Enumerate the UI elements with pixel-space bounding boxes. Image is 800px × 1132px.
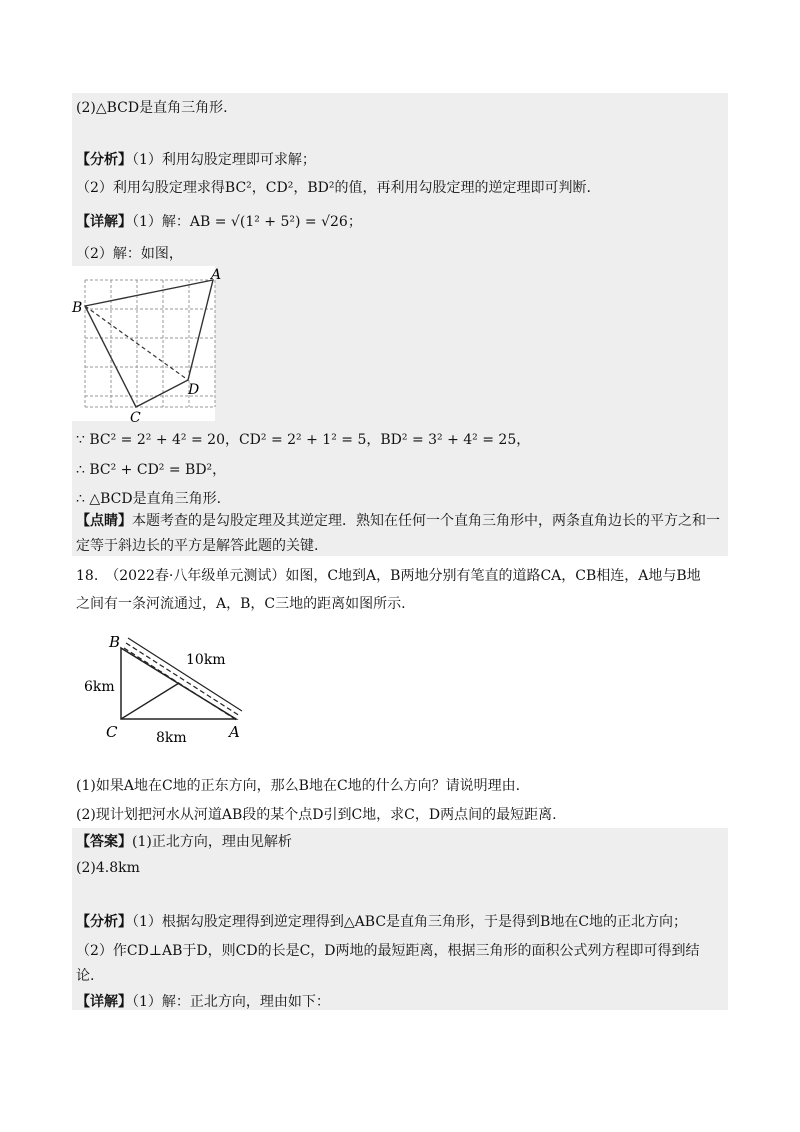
question-1: (1)如果A地在C地的正东方向，那么B地在C地的什么方向？请说明理由. — [76, 778, 521, 794]
tri-label-A: A — [229, 723, 240, 741]
p18-detail-tag: 【详解】 — [76, 994, 132, 1010]
p18-analysis-line-2: （2）作CD⊥AB于D，则CD的长是C，D两地的最短距离，根据三角形的面积公式列方程即可得到结 — [76, 943, 700, 959]
answer-line-1 — [76, 832, 292, 852]
question-2: (2)现计划把河水从河道AB段的某个点D引到C地，求C，D两点间的最短距离. — [76, 807, 557, 823]
because-line: ∵ BC² = 2² + 4² = 20，CD² = 2² + 1² = 5，BD² = 3² + 4² = 25， — [76, 432, 531, 448]
p18-analysis-text-1: （1）根据勾股定理得到逆定理得到△ABC是直角三角形，于是得到B地在C地的正北方向； — [132, 914, 688, 930]
grid-figure — [70, 266, 230, 426]
answer-line-2: (2)4.8km — [76, 860, 140, 876]
comment-text-1: 本题考查的是勾股定理及其逆定理．熟知在任何一个直角三角形中，两条直角边长的平方之和一 — [132, 513, 720, 529]
detail-tag: 【详解】 — [76, 214, 132, 230]
analysis-tag: 【分析】 — [76, 152, 132, 168]
comment-line-2: 定等于斜边长的平方是解答此题的关键. — [76, 538, 319, 554]
detail-line-1 — [76, 212, 362, 232]
p18-analysis-line-3: 论. — [76, 968, 95, 984]
p18-detail-line-1 — [76, 992, 330, 1012]
comment-tag: 【点睛】 — [76, 513, 132, 529]
detail-line-2: （2）解：如图， — [76, 246, 183, 262]
comment-line-1 — [76, 511, 720, 531]
length-CA: 8km — [156, 730, 187, 746]
analysis-text-1: （1）利用勾股定理即可求解； — [132, 152, 316, 168]
river — [124, 638, 242, 721]
problem18-stem-1: 18. （2022春·八年级单元测试）如图，C地到A，B两地分别有笔直的道路CA，CB相连，A地与B地 — [76, 568, 701, 584]
grid-label-C: C — [130, 410, 141, 426]
grid-label-B: B — [72, 300, 83, 316]
length-BC: 6km — [84, 679, 115, 695]
grid-label-A: A — [211, 267, 222, 283]
p18-analysis-line-1 — [76, 912, 687, 932]
analysis-line-2: （2）利用勾股定理求得BC²，CD²，BD²的值，再利用勾股定理的逆定理即可判断. — [76, 180, 591, 196]
p18-detail-text-1: （1）解：正北方向，理由如下： — [132, 994, 330, 1010]
tri-label-C: C — [106, 723, 118, 741]
therefore-line-2: ∴ △BCD是直角三角形. — [76, 491, 222, 507]
segment-CD — [121, 683, 179, 719]
analysis-line-1 — [76, 150, 316, 170]
part2-statement: (2)△BCD是直角三角形. — [76, 100, 228, 116]
answer-text-1: (1)正北方向，理由见解析 — [132, 834, 292, 850]
p18-analysis-tag: 【分析】 — [76, 914, 132, 930]
tri-label-B: B — [109, 633, 121, 651]
length-AB: 10km — [186, 652, 226, 668]
problem18-stem-2: 之间有一条河流通过，A，B，C三地的距离如图所示. — [76, 596, 406, 612]
therefore-line-1: ∴ BC² + CD² = BD²， — [76, 462, 227, 478]
triangle-figure — [84, 630, 254, 746]
answer-tag: 【答案】 — [76, 834, 132, 850]
detail-text-1: （1）解：AB = √(1² + 5²) = √26； — [132, 214, 362, 230]
grid-label-D: D — [188, 382, 200, 398]
